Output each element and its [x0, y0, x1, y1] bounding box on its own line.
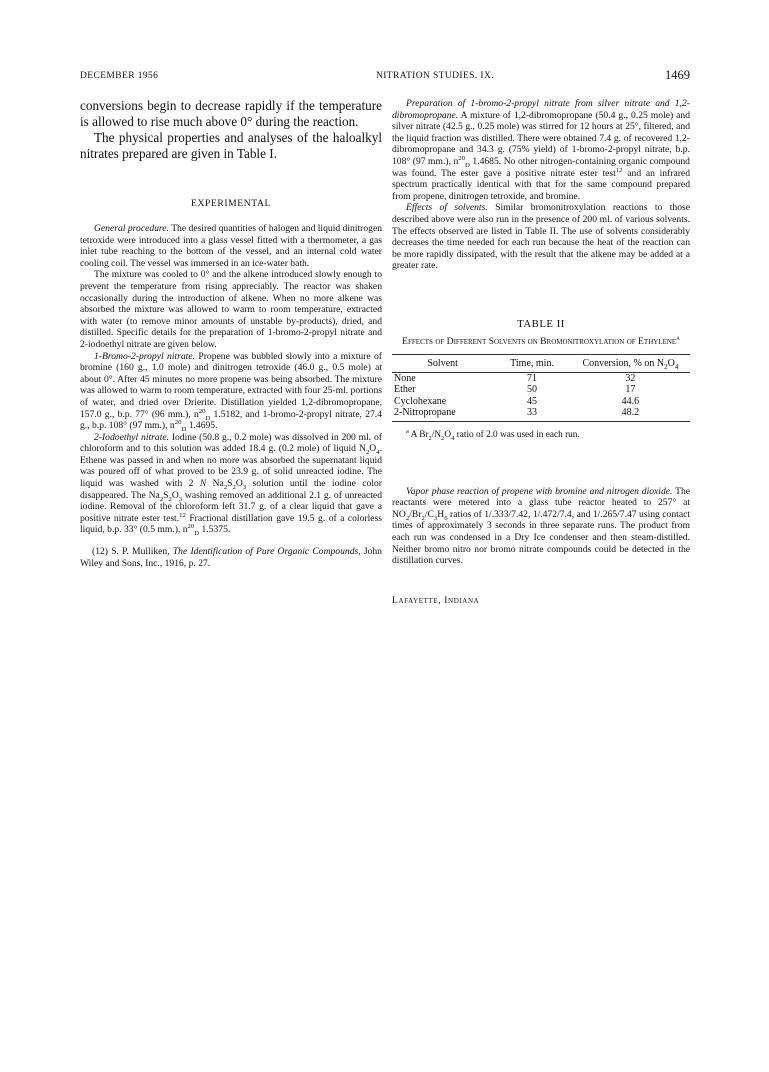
silver-nitrate-paragraph: Preparation of 1-bromo-2-propyl nitrate from silver nitrate and 1,2-dibromopropane. A mixture of 1,2-dibromopropane (50.4 g., 0.25 mole) and silver nitrate (42.5 g., 0.25 mole) was stirred for 12 hours at 25°, filtered, and the liquid fraction was distilled. There were obtained 7.4 g. of recovered 1,2-dibromopropane and 34.3 g. (75% yield) of 1-bromo-2-propyl nitrate, b.p. 108° (97 mm.), $n^{20}_D$ 1.4685. No other nitrogen-containing organic compound was found. The ester gave a positive nitrate ester test$^{12}$ and an infrared spectrum practically identical with that for the same compound prepared from propene, dinitrogen tetroxide, and bromine.: [392, 98, 690, 202]
iodoethyl-label: 2-Iodoethyl nitrate.: [94, 431, 170, 443]
general-procedure-label: General procedure.: [94, 223, 169, 234]
header-title: NITRATION STUDIES. IX.: [375, 71, 495, 81]
table-row: [392, 372, 690, 384]
vapor-phase-paragraph: Vapor phase reaction of propene with bromine and nitrogen dioxide. The reactants were metered into a glass tube reactor heated to 257° at $NO_2/Br_2/C_3H_6$ ratios of 1/.333/7.42, 1/.472/7.4, and 1/.265/7.47 using contact times of approximately 3 seconds in three separate runs. The product from each run was condensed in a Dry Ice condenser and then steam-distilled. Neither bromo nitro nor bromo nitrate compounds could be detected in the distillation curves.: [392, 485, 691, 567]
left-column: [80, 98, 382, 569]
general-procedure-paragraph: General procedure. The desired quantities of halogen and liquid dinitrogen tetroxide were introduced into a glass vessel fitted with a thermometer, a gas inlet tube reaching to the bottom of the vessel, and an internal cold water cooling coil. The vessel was immersed in an ice-water bath.: [80, 223, 382, 269]
cell-time: 45: [527, 395, 538, 407]
silver-nitrate-label: Preparation of 1-bromo-2-propyl nitrate from silver nitrate and 1,2-dibromopropane.: [392, 98, 690, 121]
col-header-solvent: Solvent: [392, 354, 493, 372]
solvents-paragraph: Effects of solvents. Similar bromonitroxylation reactions to those described above were also run in the presence of 200 ml. of various solvents. The effects observed are listed in Table II. The use of solvents considerably decreases the time needed for each run because the heat of the reaction can be more rapidly dissipated, with the result that the alkene may be added at a greater rate.: [392, 202, 690, 272]
cell-conversion: 48.2: [571, 407, 690, 421]
right-column: [392, 98, 690, 606]
cell-solvent: Ether: [394, 384, 416, 396]
cell-solvent: Cyclohexane: [394, 395, 447, 407]
cell-solvent: 2-Nitropropane: [392, 407, 493, 421]
iodoethyl-paragraph: 2-Iodoethyl nitrate. Iodine (50.8 g., 0.2 mole) was dissolved in 200 ml. of chloroform and to this solution was added 18.4 g. (0.2 mole) of liquid $N_2O_4$. Ethene was passed in and when no more was absorbed the supernatant liquid was poured off of what proved to be 23.9 g. of solid unreacted iodine. The liquid was washed with 2 N $Na_2S_2O_3$ solution until the iodine color disappeared. The $Na_2S_2O_3$ washing removed an additional 2.1 g. of unreacted iodine. Removal of the chloroform left 31.7 g. of a clear liquid that gave a positive nitrate ester test.$^{12}$ Fractional distillation gave 19.5 g. of a colorless liquid, b.p. 33° (0.5 mm.), $n^{20}_D$ 1.5375.: [80, 431, 383, 538]
cell-time: 71: [527, 372, 538, 384]
table-title: TABLE II: [517, 317, 565, 330]
cell-time: 33: [493, 407, 570, 421]
procedure-detail-paragraph: The mixture was cooled to 0° and the alkene introduced slowly enough to prevent the temperature from rising appreciably. The reactor was shaken occasionally during the introduction of alkene. When no more alkene was absorbed the mixture was allowed to warm to room temperature, extracted with water (to remove minor amounts of unstable by-products), dried, and distilled. Specific details for the preparation of 1-bromo-2-propyl nitrate and 2-iodoethyl nitrate are given below.: [80, 269, 382, 350]
col-header-conversion: Conversion, % on $N_2O_4$: [571, 354, 690, 372]
cell-solvent: None: [394, 372, 416, 384]
bromo-propyl-label: 1-Bromo-2-propyl nitrate.: [94, 350, 195, 362]
table-row: [392, 384, 690, 395]
cell-time: 50: [527, 384, 538, 396]
reference-12: (12) S. P. Mulliken, The Identification of Pure Organic Compounds, John Wiley and Sons, Inc., 1916, p. 27.: [80, 546, 382, 569]
cell-conversion: 32: [625, 372, 636, 384]
cell-conversion: 44.6: [621, 395, 640, 407]
solvents-label: Effects of solvents.: [406, 202, 488, 214]
page-number: 1469: [665, 68, 690, 82]
header-date: DECEMBER 1956: [80, 71, 159, 81]
running-header: [80, 70, 690, 84]
col-header-time: Time, min.: [493, 354, 570, 372]
table-header-row: [392, 354, 690, 372]
vapor-phase-label: Vapor phase reaction of propene with bromine and nitrogen dioxide.: [406, 485, 673, 497]
cell-conversion: 17: [625, 384, 636, 396]
table-row: [392, 396, 690, 407]
experimental-heading: EXPERIMENTAL: [191, 198, 271, 209]
table-caption: Effects of Different Solvents on Bromonitroxylation of Ethylene$^a$: [402, 334, 680, 347]
intro-paragraph-2: The physical properties and analyses of the haloalkyl nitrates prepared are given in Table I.: [80, 130, 382, 161]
table-row: [392, 407, 690, 421]
bromo-propyl-paragraph: 1-Bromo-2-propyl nitrate. Propene was bubbled slowly into a mixture of bromine (160 g., 1.0 mole) and dinitrogen tetroxide (46.0 g., 0.5 mole) at about 0°. After 45 minutes no more propene was being absorbed. The mixture was allowed to warm to room temperature, extracted with four 25-ml. portions of water, and dried over Drierite. Distillation yielded 1,2-dibromopropane, 157.0 g., b.p. 77° (96 mm.), $n^{20}_D$ 1.5182, and 1-bromo-2-propyl nitrate, 27.4 g., b.p. 108° (97 mm.), $n^{20}_D$ 1.4695.: [80, 350, 382, 433]
solvent-effects-table: [392, 354, 690, 422]
author-affiliation: Lafayette, Indiana: [392, 594, 480, 606]
intro-paragraph-1: conversions begin to decrease rapidly if the temperature is allowed to rise much above 0° during the reaction.: [80, 98, 382, 129]
table-footnote: $^a$ A $Br_2/N_2O_4$ ratio of 2.0 was used in each run.: [406, 427, 580, 442]
